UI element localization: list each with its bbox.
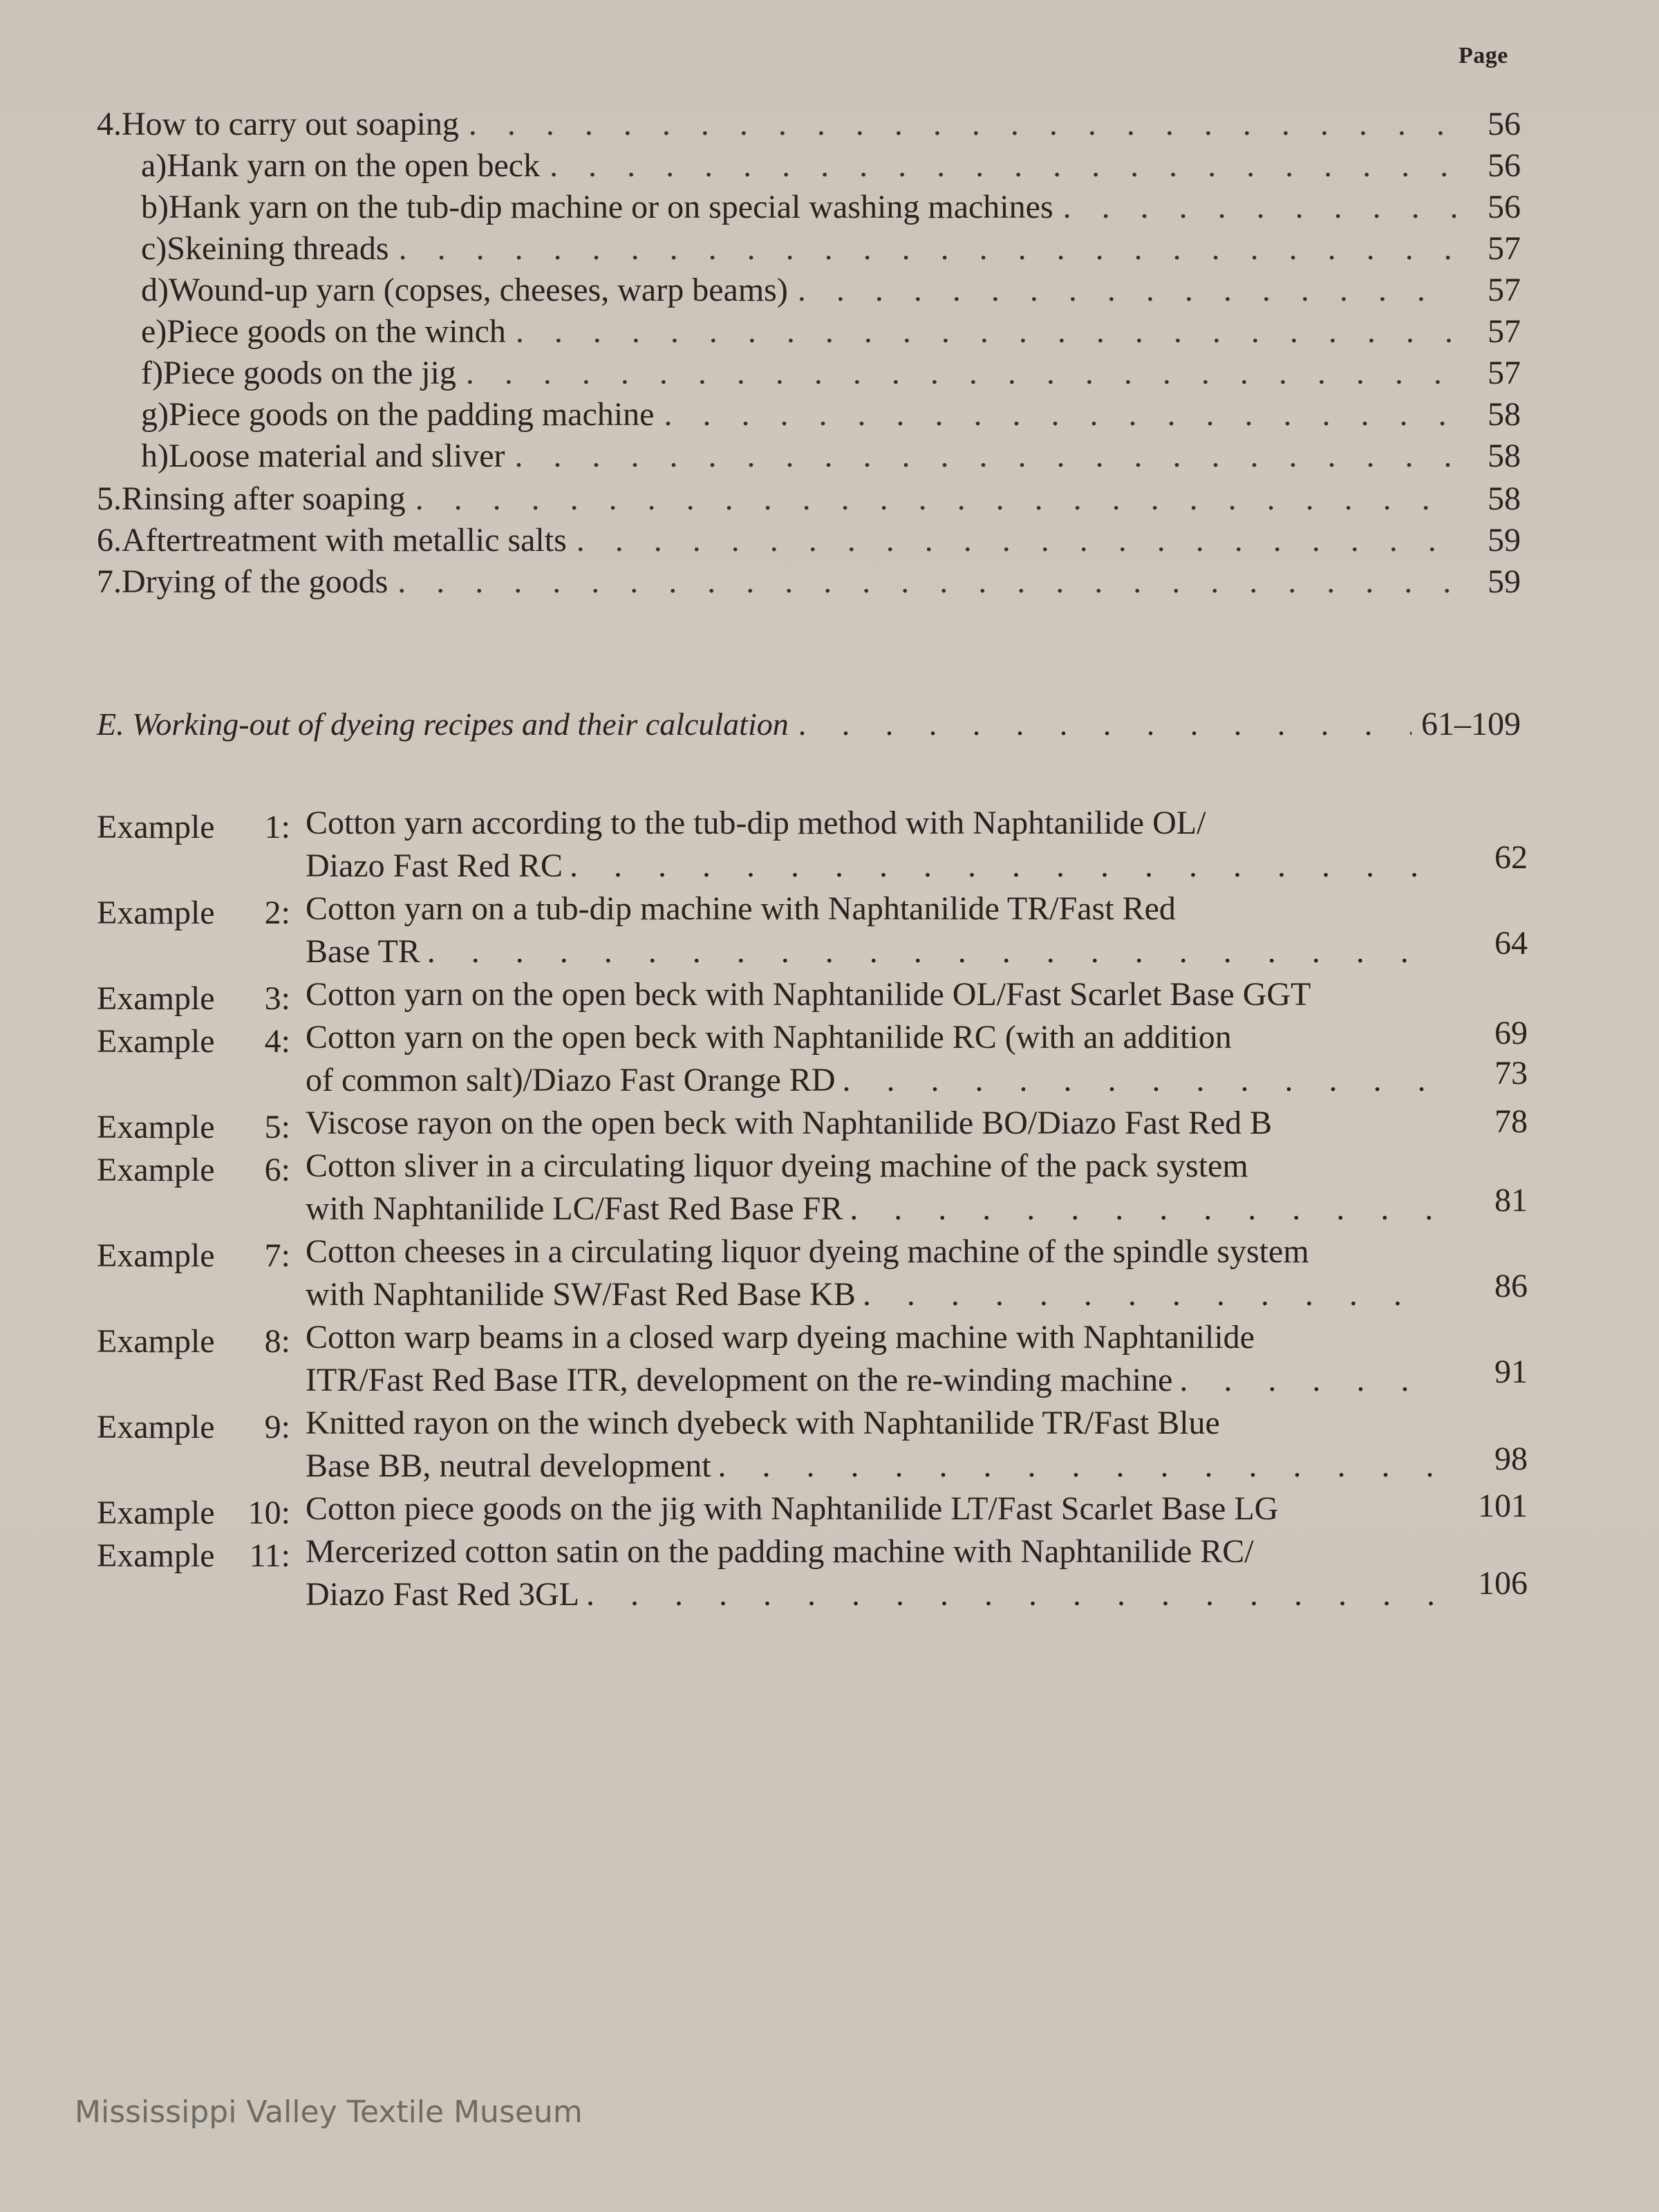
toc-item-title: Drying of the goods	[122, 563, 388, 600]
toc-item-title: Loose material and sliver	[168, 438, 505, 474]
example-line-text: Base TR	[306, 933, 420, 970]
toc-item-title: Piece goods on the padding machine	[168, 396, 655, 433]
example-label: Example	[97, 1152, 215, 1188]
toc-item-page: 57	[1488, 230, 1521, 267]
toc-item-letter: a)	[141, 147, 167, 184]
example-label: Example	[97, 980, 215, 1017]
example-line-text: of common salt)/Diazo Fast Orange RD	[306, 1062, 836, 1098]
toc-item	[141, 228, 1521, 270]
example-text	[306, 1145, 1446, 1230]
leader-dots	[798, 270, 1456, 311]
example-page: 81	[1494, 1182, 1528, 1219]
example-entry	[97, 973, 1528, 1016]
toc-item	[141, 394, 1521, 435]
example-label: Example	[97, 1537, 215, 1574]
leader-dots	[516, 311, 1456, 353]
example-number: 10:	[247, 1494, 290, 1531]
example-page: 78	[1494, 1103, 1528, 1140]
museum-watermark: Mississippi Valley Textile Museum	[75, 2094, 583, 2130]
example-text	[306, 973, 1446, 1016]
leader-dots	[863, 1273, 1439, 1316]
toc-item-title: Aftertreatment with metallic salts	[122, 522, 567, 559]
example-line	[306, 1573, 1446, 1616]
leader-dots	[664, 394, 1456, 435]
example-page: 62	[1494, 839, 1528, 876]
example-page: 64	[1494, 925, 1528, 962]
example-line	[306, 1530, 1446, 1573]
example-line-text: Knitted rayon on the winch dyebeck with Naphtanilide TR/Fast Blue	[306, 1405, 1220, 1441]
example-entry	[97, 888, 1528, 973]
toc-item-title: How to carry out soaping	[122, 106, 459, 142]
toc-item	[97, 478, 1521, 520]
example-number: 11:	[249, 1537, 290, 1574]
example-label: Example	[97, 1023, 215, 1060]
toc-item-page: 57	[1488, 313, 1521, 350]
toc-item-title: Rinsing after soaping	[122, 480, 406, 517]
toc-item-title: Piece goods on the winch	[167, 313, 506, 350]
toc-item-page: 58	[1488, 438, 1521, 474]
leader-dots	[427, 930, 1439, 973]
example-line-text: Cotton yarn on the open beck with Naphtanilide RC (with an addition	[306, 1019, 1232, 1056]
example-page: 98	[1494, 1441, 1528, 1477]
example-number: 4:	[264, 1023, 290, 1060]
leader-dots	[550, 145, 1456, 187]
example-page: 69	[1494, 1015, 1528, 1051]
example-line	[306, 1188, 1446, 1230]
toc-item-page: 59	[1488, 522, 1521, 559]
example-entry	[97, 1316, 1528, 1402]
toc-item-letter: f)	[141, 355, 163, 391]
example-line-text: Diazo Fast Red RC	[306, 847, 563, 884]
example-line-text: Cotton yarn according to the tub-dip method with Naphtanilide OL/	[306, 805, 1206, 841]
toc-item-letter: d)	[141, 272, 169, 308]
example-label: Example	[97, 809, 215, 845]
page-column-label: Page	[1459, 43, 1508, 68]
example-entry	[97, 802, 1528, 888]
example-text	[306, 1102, 1446, 1145]
toc-item-page: 56	[1488, 147, 1521, 184]
leader-dots	[1063, 187, 1456, 228]
example-entry	[97, 1145, 1528, 1230]
example-number: 8:	[264, 1323, 290, 1360]
leader-dots	[718, 1445, 1439, 1488]
example-line	[306, 1059, 1446, 1102]
toc-item-page: 58	[1488, 480, 1521, 517]
leader-dots	[843, 1059, 1440, 1102]
example-line	[306, 1402, 1446, 1445]
example-line	[306, 845, 1446, 888]
toc-item-title: Piece goods on the jig	[162, 355, 456, 391]
toc-item	[141, 270, 1521, 311]
example-number: 5:	[264, 1109, 290, 1145]
example-label: Example	[97, 1109, 215, 1145]
toc-item-letter: e)	[141, 313, 167, 350]
toc-item-page: 57	[1488, 272, 1521, 308]
example-text	[306, 802, 1446, 888]
example-page: 101	[1478, 1488, 1528, 1524]
example-page: 91	[1494, 1353, 1528, 1390]
example-label: Example	[97, 1409, 215, 1445]
example-text	[306, 1488, 1446, 1530]
example-number: 3:	[264, 980, 290, 1017]
section-e-heading	[97, 705, 1521, 743]
example-page: 86	[1494, 1268, 1528, 1304]
example-line-text: Cotton warp beams in a closed warp dyeing machine with Naphtanilide	[306, 1319, 1255, 1356]
example-page: 73	[1494, 1055, 1528, 1091]
example-line	[306, 1359, 1446, 1402]
example-page: 106	[1478, 1565, 1528, 1602]
example-text	[306, 888, 1446, 973]
example-entry	[97, 1530, 1528, 1616]
leader-dots	[850, 1188, 1439, 1230]
toc-item-number: 4.	[97, 106, 122, 142]
leader-dots	[469, 104, 1456, 145]
example-line-text: Base BB, neutral development	[306, 1447, 711, 1484]
example-line-text: Cotton piece goods on the jig with Naphtanilide LT/Fast Scarlet Base LG	[306, 1490, 1279, 1527]
toc-item	[97, 104, 1521, 145]
toc-item-number: 6.	[97, 522, 122, 559]
example-line	[306, 1145, 1446, 1188]
toc-item-number: 5.	[97, 480, 122, 517]
example-text	[306, 1016, 1446, 1102]
example-text	[306, 1230, 1446, 1316]
leader-dots	[514, 435, 1456, 477]
leader-dots	[798, 706, 1412, 742]
example-number: 2:	[264, 894, 290, 931]
toc-item-title: Skeining threads	[167, 230, 389, 267]
example-line	[306, 930, 1446, 973]
toc-item-page: 56	[1488, 106, 1521, 142]
leader-dots	[1179, 1359, 1439, 1402]
example-line	[306, 1316, 1446, 1359]
toc-item-title: Hank yarn on the open beck	[167, 147, 541, 184]
example-line-text: with Naphtanilide LC/Fast Red Base FR	[306, 1190, 843, 1227]
example-line-text: Cotton yarn on the open beck with Naphtanilide OL/Fast Scarlet Base GGT	[306, 976, 1311, 1013]
leader-dots	[399, 228, 1456, 270]
example-line	[306, 1488, 1446, 1530]
toc-item-letter: b)	[141, 189, 169, 225]
example-line-text: Diazo Fast Red 3GL	[306, 1576, 579, 1613]
toc-item	[141, 435, 1521, 477]
example-text	[306, 1316, 1446, 1402]
example-line	[306, 888, 1446, 930]
toc-item-page: 59	[1488, 563, 1521, 600]
leader-dots	[570, 845, 1439, 888]
example-line	[306, 1102, 1446, 1145]
leader-dots	[577, 520, 1456, 561]
example-number: 1:	[264, 809, 290, 845]
example-label: Example	[97, 1323, 215, 1360]
toc-item	[141, 145, 1521, 187]
leader-dots	[415, 478, 1456, 520]
example-entry	[97, 1402, 1528, 1488]
example-text	[306, 1530, 1446, 1616]
toc-item-letter: c)	[141, 230, 167, 267]
example-entry	[97, 1488, 1528, 1530]
example-line	[306, 802, 1446, 845]
example-label: Example	[97, 1494, 215, 1531]
example-text	[306, 1402, 1446, 1488]
example-line-text: Viscose rayon on the open beck with Naphtanilide BO/Diazo Fast Red B	[306, 1105, 1273, 1141]
example-entry	[97, 1102, 1528, 1145]
toc-item	[141, 353, 1521, 394]
toc-item-letter: h)	[141, 438, 169, 474]
leader-dots	[586, 1573, 1439, 1616]
toc-item-title: Wound-up yarn (copses, cheeses, warp beams)	[168, 272, 788, 308]
toc-item	[97, 520, 1521, 561]
toc-item-page: 56	[1488, 189, 1521, 225]
example-label: Example	[97, 894, 215, 931]
example-line	[306, 1445, 1446, 1488]
leader-dots	[466, 353, 1456, 394]
example-line-text: ITR/Fast Red Base ITR, development on the re-winding machine	[306, 1362, 1173, 1398]
example-line	[306, 1230, 1446, 1273]
example-line	[306, 1273, 1446, 1316]
example-number: 7:	[264, 1237, 290, 1274]
section-e-pages: 61–109	[1421, 706, 1521, 742]
example-line-text: Cotton yarn on a tub-dip machine with Naphtanilide TR/Fast Red	[306, 890, 1176, 927]
toc-item	[97, 561, 1521, 603]
toc-item-letter: g)	[141, 396, 169, 433]
example-entry	[97, 1230, 1528, 1316]
example-line	[306, 1016, 1446, 1059]
example-line	[306, 973, 1446, 1016]
toc-item-number: 7.	[97, 563, 122, 600]
example-label: Example	[97, 1237, 215, 1274]
example-line-text: Cotton sliver in a circulating liquor dyeing machine of the pack system	[306, 1147, 1248, 1184]
example-line-text: Mercerized cotton satin on the padding machine with Naphtanilide RC/	[306, 1533, 1254, 1570]
toc-item-title: Hank yarn on the tub-dip machine or on special washing machines	[168, 189, 1053, 225]
example-line-text: with Naphtanilide SW/Fast Red Base KB	[306, 1276, 856, 1313]
example-number: 6:	[264, 1152, 290, 1188]
leader-dots	[397, 561, 1456, 603]
example-entry	[97, 1016, 1528, 1102]
toc-item	[141, 311, 1521, 353]
toc-item-page: 58	[1488, 396, 1521, 433]
section-e-title: E. Working-out of dyeing recipes and their calculation	[97, 706, 789, 742]
example-line-text: Cotton cheeses in a circulating liquor dyeing machine of the spindle system	[306, 1233, 1309, 1270]
toc-item	[141, 187, 1521, 228]
toc-item-page: 57	[1488, 355, 1521, 391]
example-number: 9:	[264, 1409, 290, 1445]
